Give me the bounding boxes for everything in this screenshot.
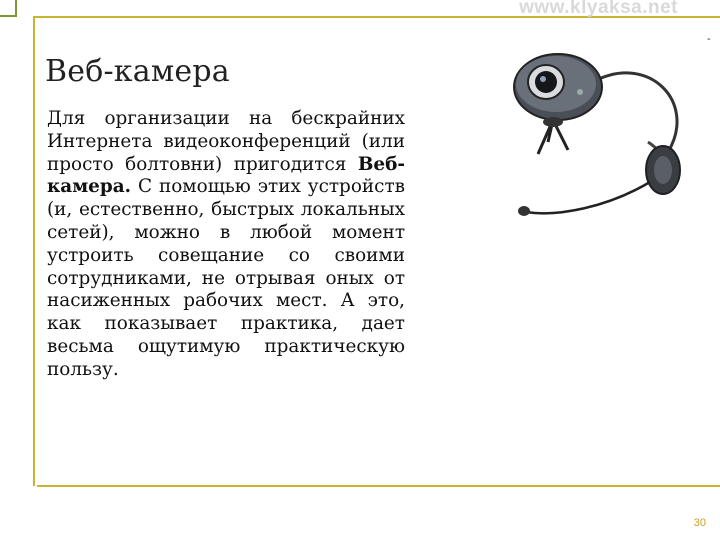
- paragraph-bold-term: Веб-камера.: [47, 153, 405, 198]
- watermark: www.klyaksa.net: [519, 0, 678, 18]
- slide-title: Веб-камера: [45, 54, 230, 89]
- body-paragraph: [47, 108, 405, 382]
- paragraph-first-word: Для: [47, 108, 86, 129]
- paragraph-text-1: организации на бескрайних Интернета видеоконференций (или просто болтовни) пригодится: [47, 108, 405, 175]
- corner-decoration: [0, 0, 17, 17]
- top-dash: -: [707, 33, 711, 45]
- bottom-divider: [37, 485, 720, 487]
- left-divider: [33, 16, 35, 486]
- page-number: 30: [693, 517, 706, 529]
- paragraph-text-2: С помощью этих устройств (и, естественно, быстрых локальных сетей), можно в любой момент устроить совещание со своими сотрудниками, не отрывая оных от насиженных рабочих мест. А это, как показывает практика, дает весьма ощутимую практическую пользу.: [47, 176, 405, 380]
- webcam-image: [498, 42, 706, 234]
